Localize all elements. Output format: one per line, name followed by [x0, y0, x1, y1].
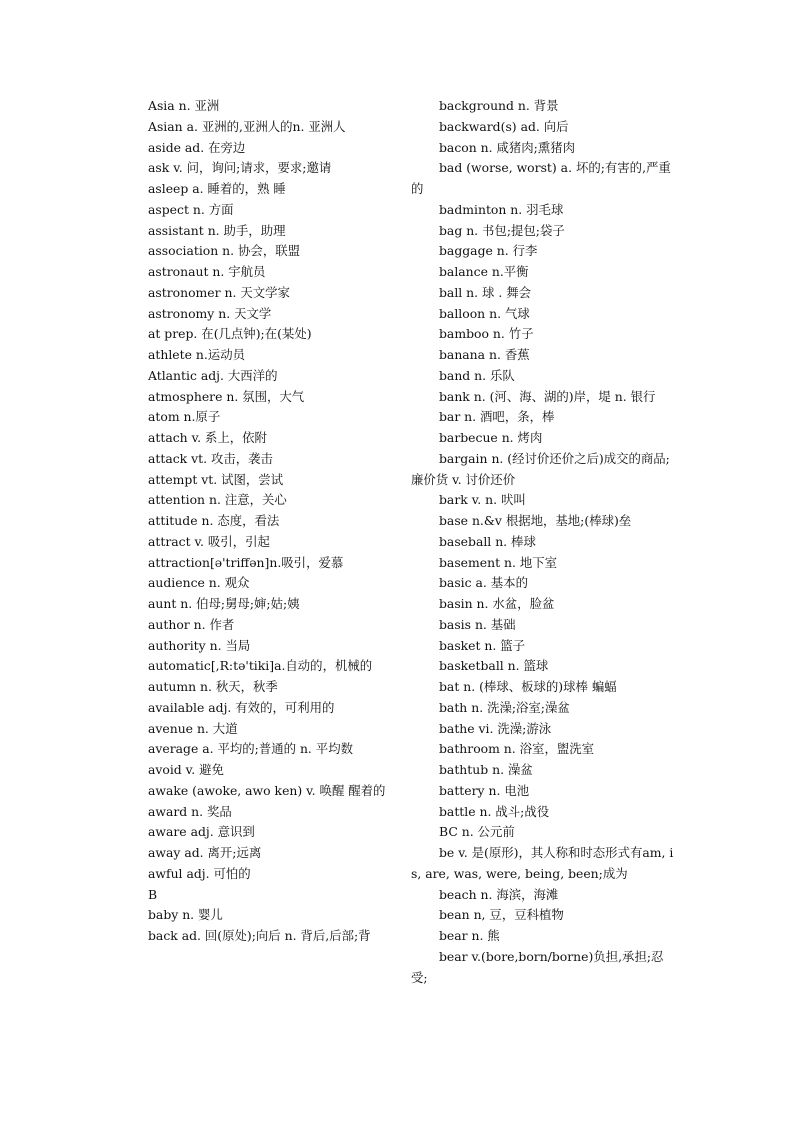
left-entry: Atlantic adj. 大西洋的 — [148, 367, 278, 383]
left-entry: Asian a. 亚洲的,亚洲人的n. 亚洲人 — [148, 118, 346, 134]
right-entry: basement n. 地下室 — [439, 554, 558, 570]
left-entry: baby n. 婴儿 — [148, 907, 223, 923]
left-entry: aspect n. 方面 — [148, 201, 234, 217]
right-entry: banana n. 香蕉 — [439, 347, 530, 362]
right-entry: barbecue n. 烤肉 — [439, 430, 543, 445]
right-entry: bean n, 豆，豆科植物 — [439, 907, 564, 923]
left-entry: association n. 协会，联盟 — [148, 243, 300, 259]
right-entry: basketball n. 篮球 — [439, 658, 549, 674]
right-entry: bad (worse, worst) a. 坏的;有害的,严重的 — [411, 160, 671, 196]
right-entry: baggage n. 行李 — [439, 243, 538, 259]
left-entry: avoid v. 避免 — [148, 762, 224, 777]
right-entry: basket n. 篮子 — [439, 637, 526, 653]
right-entry: bank n. (河、海、湖的)岸，堤 n. 银行 — [439, 388, 656, 404]
left-entry: aunt n. 伯母;舅母;婶;姑;姨 — [148, 596, 300, 611]
right-entry: bar n. 酒吧，条，棒 — [439, 409, 555, 425]
right-entry: bamboo n. 竹子 — [439, 326, 534, 342]
left-entry: astronaut n. 宇航员 — [148, 264, 266, 279]
left-entry: average a. 平均的;普通的 n. 平均数 — [148, 741, 353, 757]
right-column — [411, 96, 679, 988]
left-entry: author n. 作者 — [148, 616, 235, 632]
left-entry: aware adj. 意识到 — [148, 824, 255, 840]
left-entry: atom n.原子 — [148, 409, 221, 425]
right-entry: bark v. n. 吠叫 — [439, 492, 526, 508]
left-entry: attempt vt. 试图，尝试 — [148, 471, 284, 487]
right-entry: band n. 乐队 — [439, 367, 515, 383]
right-entry: battery n. 电池 — [439, 782, 530, 798]
right-entry: bath n. 洗澡;浴室;澡盆 — [439, 699, 570, 715]
right-entry: bear v.(bore,born/borne)负担,承担;忍受; — [411, 948, 664, 985]
right-entry: BC n. 公元前 — [439, 824, 515, 840]
left-entry: B — [148, 886, 158, 902]
right-entry: battle n. 战斗;战役 — [439, 803, 550, 819]
left-entry: astronomer n. 天文学家 — [148, 284, 290, 300]
right-entry: bacon n. 咸猪肉;熏猪肉 — [439, 139, 576, 155]
left-entry: attack vt. 攻击，袭击 — [148, 450, 273, 466]
right-entry: backward(s) ad. 向后 — [439, 118, 569, 134]
left-entry: attach v. 系上，依附 — [148, 430, 267, 445]
left-entry: ask v. 问，询问;请求，要求;邀请 — [148, 160, 332, 176]
left-entry: Asia n. 亚洲 — [148, 98, 220, 113]
left-column — [120, 96, 388, 947]
right-entry: bear n. 熊 — [439, 928, 500, 943]
right-entry: badminton n. 羽毛球 — [439, 201, 564, 217]
right-entry: bargain n. (经讨价还价之后)成交的商品;廉价货 v. 讨价还价 — [411, 450, 670, 487]
right-entry: base n.&v 根据地，基地;(棒球)垒 — [439, 513, 632, 528]
left-entry: automatic[,R:tə'tiki]a.自动的，机械的 — [148, 658, 373, 674]
left-entry: away ad. 离开;远离 — [148, 845, 262, 860]
left-entry: attention n. 注意，关心 — [148, 492, 287, 508]
left-entry: attraction[ə'triffən]n.吸引，爱慕 — [148, 554, 344, 570]
left-entry: awful adj. 可怕的 — [148, 865, 251, 881]
right-entry: balance n.平衡 — [439, 264, 529, 279]
right-entry: ball n. 球 . 舞会 — [439, 284, 532, 300]
left-entry: at prep. 在(几点钟);在(某处) — [148, 326, 312, 342]
right-entry: bathtub n. 澡盆 — [439, 762, 533, 777]
left-entry: attract v. 吸引，引起 — [148, 533, 270, 549]
left-entry: back ad. 回(原处);向后 n. 背后,后部;背 — [148, 928, 371, 943]
right-entry: beach n. 海滨，海滩 — [439, 886, 559, 902]
left-entry: assistant n. 助手，助理 — [148, 222, 286, 238]
left-entry: award n. 奖品 — [148, 803, 232, 819]
left-entry: awake (awoke, awo ken) v. 唤醒 醒着的 — [148, 782, 386, 798]
right-entry: bat n. (棒球、板球的)球棒 蝙蝠 — [439, 679, 617, 694]
left-entry: attitude n. 态度，看法 — [148, 513, 280, 528]
left-entry: autumn n. 秋天，秋季 — [148, 679, 278, 694]
right-entry: basic a. 基本的 — [439, 575, 528, 591]
left-entry: atmosphere n. 氛围，大气 — [148, 388, 305, 404]
left-entry: asleep a. 睡着的，熟 睡 — [148, 181, 286, 196]
right-entry: bag n. 书包;提包;袋子 — [439, 222, 565, 238]
right-entry: background n. 背景 — [439, 98, 559, 113]
right-entry: basis n. 基础 — [439, 616, 516, 632]
right-entry: basin n. 水盆，脸盆 — [439, 596, 555, 611]
left-entry: astronomy n. 天文学 — [148, 305, 272, 321]
left-entry: aside ad. 在旁边 — [148, 139, 246, 155]
right-entry: balloon n. 气球 — [439, 305, 530, 321]
left-entry: avenue n. 大道 — [148, 720, 238, 736]
left-entry: athlete n.运动员 — [148, 347, 245, 362]
right-entry: bathroom n. 浴室，盥洗室 — [439, 741, 595, 757]
right-entry: bathe vi. 洗澡;游泳 — [439, 720, 552, 736]
right-entry: be v. 是(原形)，其人称和时态形式有am, is, are, was, were, being, been;成为 — [411, 845, 674, 881]
right-entry: baseball n. 棒球 — [439, 533, 536, 549]
left-entry: audience n. 观众 — [148, 575, 250, 591]
left-entry: available adj. 有效的，可利用的 — [148, 699, 335, 715]
left-entry: authority n. 当局 — [148, 637, 251, 653]
